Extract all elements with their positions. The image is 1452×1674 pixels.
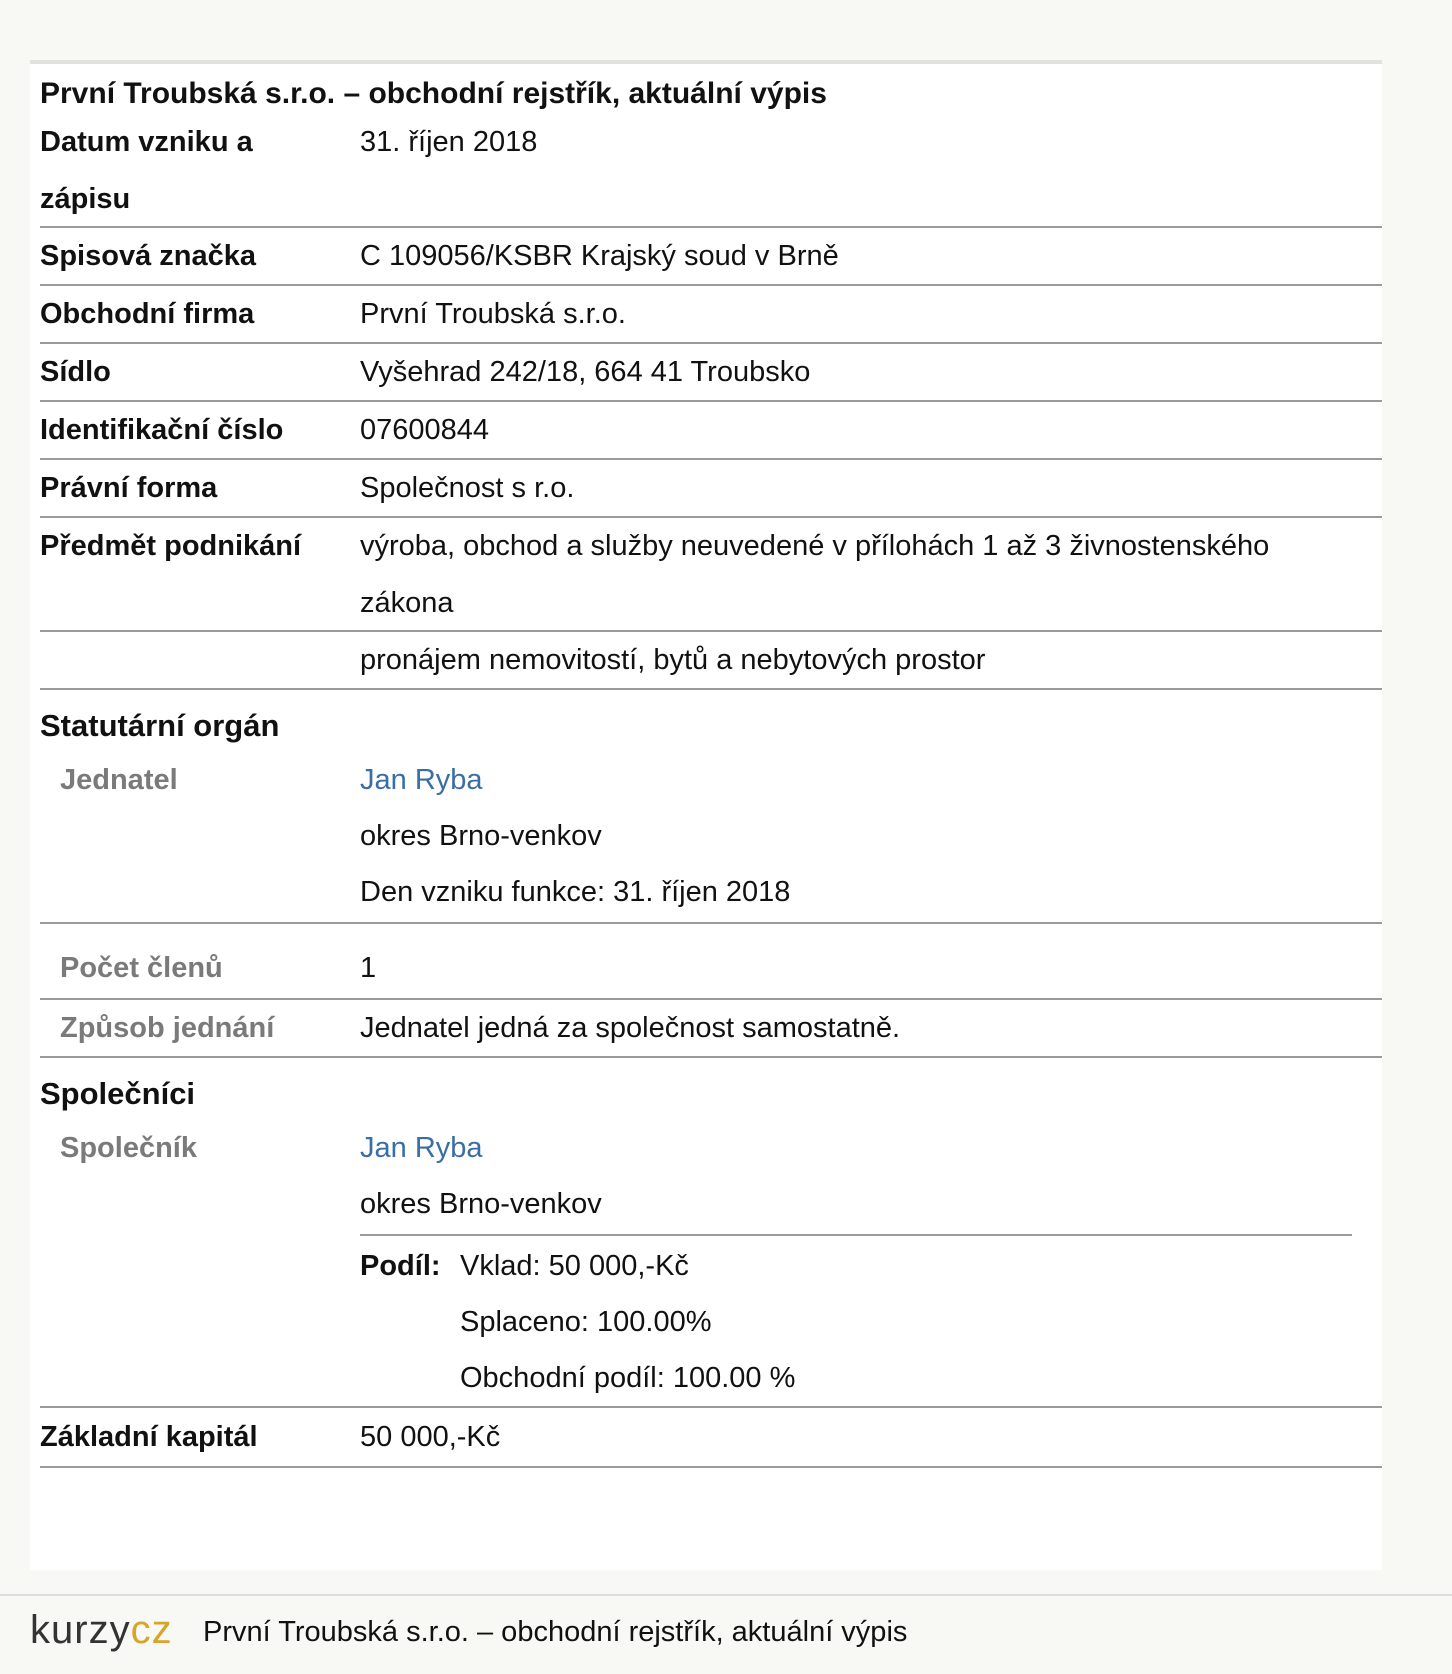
value-podil-vklad: Vklad: 50 000,-Kč	[460, 1250, 689, 1282]
value-identifikacni-cislo: 07600844	[360, 414, 490, 446]
label-predmet-podnikani: Předmět podnikání	[40, 530, 302, 562]
row-divider	[40, 688, 1382, 690]
label-pravni-forma: Právní forma	[40, 472, 218, 504]
label-jednatel: Jednatel	[60, 764, 178, 796]
value-predmet-1: výroba, obchod a služby neuvedené v přílohách 1 až 3 živnostenského zákona	[360, 530, 1270, 619]
link-spolecnik-name[interactable]: Jan Ryba	[360, 1132, 483, 1164]
label-zakladni-kapital: Základní kapitál	[40, 1421, 258, 1453]
value-sidlo: Vyšehrad 242/18, 664 41 Troubsko	[360, 356, 811, 388]
value-spolecnik-okres: okres Brno-venkov	[360, 1188, 602, 1220]
kurzy-logo[interactable]	[30, 1608, 173, 1652]
label-podil: Podíl:	[360, 1250, 441, 1282]
row-divider	[40, 1056, 1382, 1058]
value-obchodni-firma: První Troubská s.r.o.	[360, 298, 626, 330]
value-pravni-forma: Společnost s r.o.	[360, 472, 575, 504]
page-title: První Troubská s.r.o. – obchodní rejstřík, aktuální výpis	[40, 77, 827, 110]
value-pocet-clenu: 1	[360, 952, 377, 984]
label-datum-vzniku: Datum vzniku a zápisu	[40, 126, 253, 215]
value-jednatel-vznik: Den vzniku funkce: 31. říjen 2018	[360, 876, 791, 908]
label-spisova-znacka: Spisová značka	[40, 240, 256, 272]
row-divider	[40, 922, 1382, 924]
value-datum-vzniku: 31. říjen 2018	[360, 126, 538, 158]
logo-text-cz: cz	[130, 1608, 173, 1652]
record-card	[30, 60, 1382, 1570]
label-pocet-clenu: Počet členů	[60, 952, 223, 984]
footer-title: První Troubská s.r.o. – obchodní rejstřík, aktuální výpis	[203, 1616, 908, 1648]
row-divider	[40, 1466, 1382, 1468]
label-spolecnik: Společník	[60, 1132, 197, 1164]
footer	[0, 1594, 1452, 1674]
logo-text-kurzy: kurzy	[30, 1608, 131, 1652]
value-zpusob-jednani: Jednatel jedná za společnost samostatně.	[360, 1012, 901, 1044]
value-jednatel-okres: okres Brno-venkov	[360, 820, 602, 852]
label-obchodni-firma: Obchodní firma	[40, 298, 255, 330]
link-jednatel-name[interactable]: Jan Ryba	[360, 764, 483, 796]
value-spisova-znacka: C 109056/KSBR Krajský soud v Brně	[360, 240, 839, 272]
section-spolecnici: Společníci	[40, 1076, 196, 1111]
value-podil-obchodni: Obchodní podíl: 100.00 %	[460, 1362, 796, 1394]
section-statutarni-organ: Statutární orgán	[40, 708, 280, 743]
value-zakladni-kapital: 50 000,-Kč	[360, 1421, 501, 1453]
value-predmet-2: pronájem nemovitostí, bytů a nebytových prostor	[360, 644, 986, 676]
value-podil-splaceno: Splaceno: 100.00%	[460, 1306, 712, 1338]
label-sidlo: Sídlo	[40, 356, 111, 388]
label-identifikacni-cislo: Identifikační číslo	[40, 414, 284, 446]
label-zpusob-jednani: Způsob jednání	[60, 1012, 275, 1044]
